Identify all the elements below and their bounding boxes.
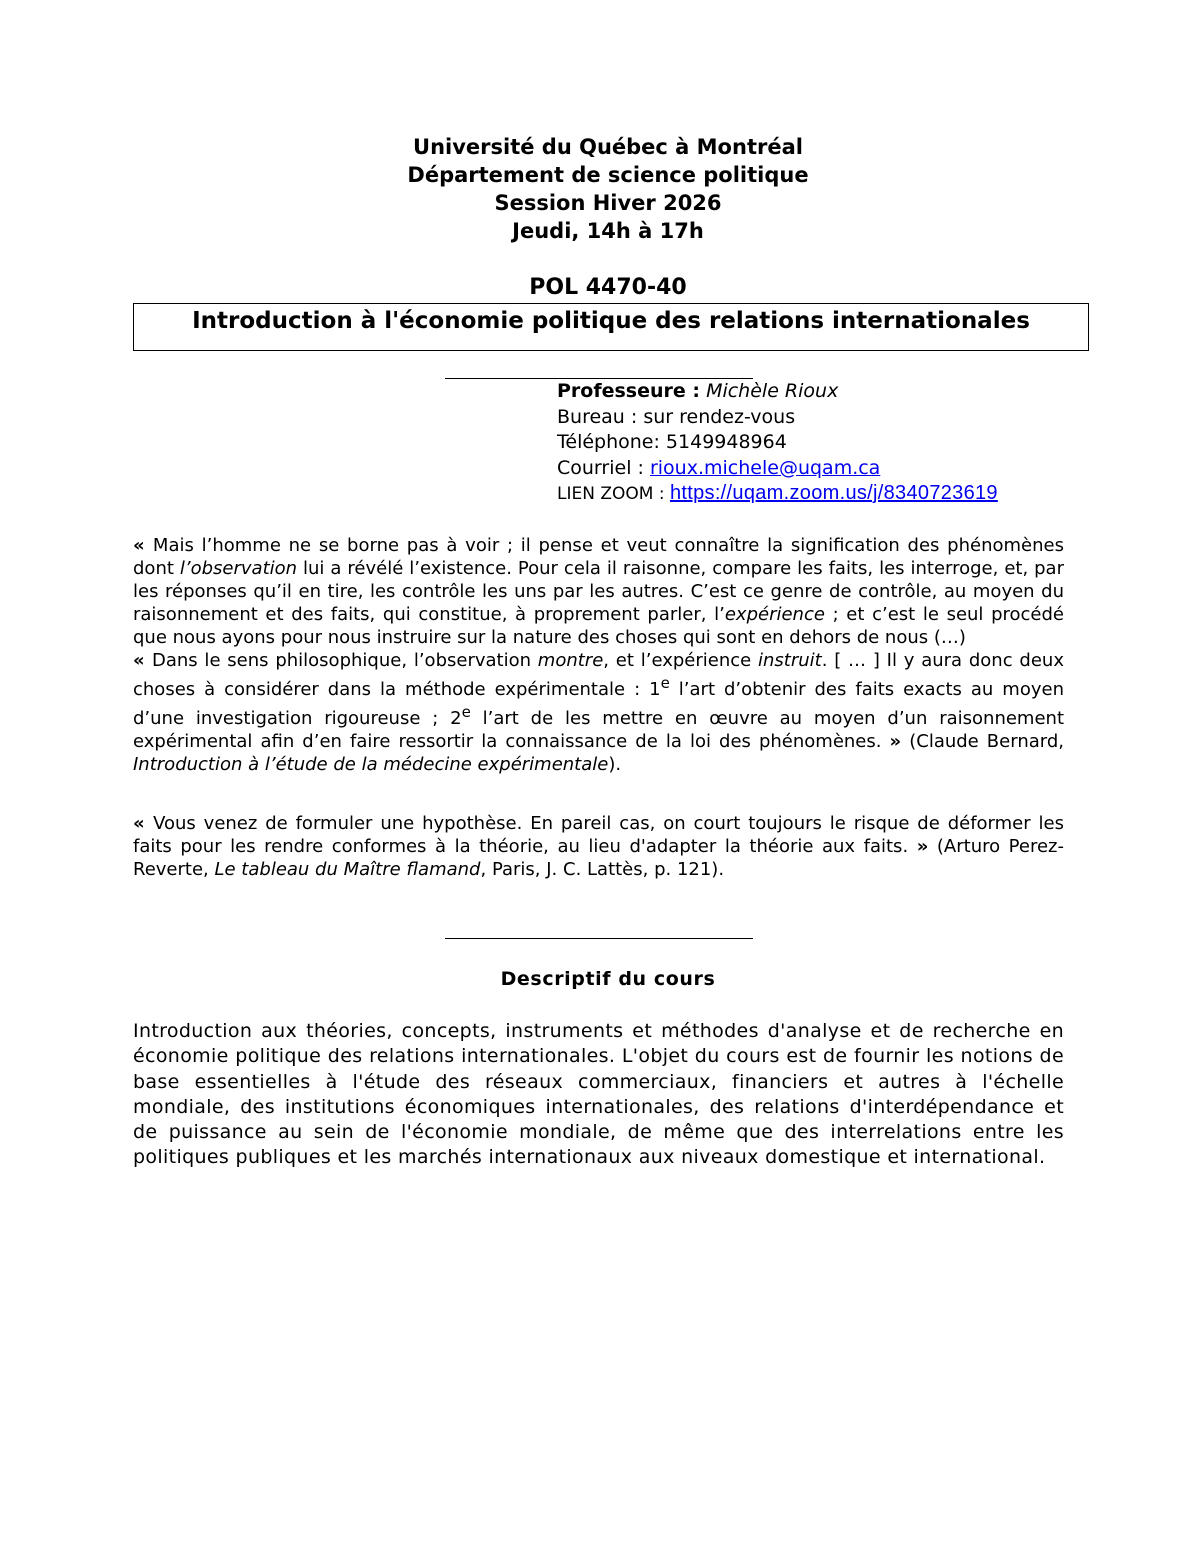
ordinal-superscript: e: [660, 674, 670, 692]
quote-book-title: Le tableau du Maître flamand: [214, 859, 481, 880]
quote-paragraph: [133, 534, 1064, 649]
quote-text: Vous venez de formuler une hypothèse. En pareil cas, on court toujours le risque de déformer les faits pour les rendre conformes à la théorie, au lieu d'adapter la théorie aux faits.: [133, 813, 1064, 857]
quote-open-mark: «: [133, 535, 153, 556]
quote-italic: montre: [537, 650, 604, 671]
email-label: Courriel :: [557, 456, 644, 479]
quote-citation: (Claude Bernard,: [901, 731, 1064, 752]
course-schedule: Jeudi, 14h à 17h: [512, 219, 704, 243]
session-name: Session Hiver 2026: [494, 191, 722, 215]
university-name: Université du Québec à Montréal: [413, 135, 803, 159]
quote-text: Dans le sens philosophique, l’observation: [151, 650, 538, 671]
course-title: Introduction à l'économie politique des relations internationales: [192, 308, 1030, 334]
email-link[interactable]: rioux.michele@uqam.ca: [649, 456, 881, 479]
quote-close-mark: »: [889, 731, 902, 752]
course-description: Introduction aux théories, concepts, instruments et méthodes d'analyse et de recherche en économie politique des relations internationales. L'objet du cours est de fournir les notions de base essentielles à l'étude des réseaux commerciaux, financiers et autres à l'échelle mondiale, des institutions économiques internationales, des relations d'interdépendance et de puissance au sein de l'économie mondiale, de même que des interrelations entre les politiques publiques et les marchés internationaux aux niveaux domestique et international.: [133, 1020, 1064, 1169]
course-title-box: [133, 303, 1089, 351]
professor-name: Michèle Rioux: [706, 380, 839, 402]
quote-text: l’art d’obtenir des faits exacts au moyen d’une investigation rigoureuse ; 2: [133, 679, 1064, 729]
quote-text: Mais l’homme ne se borne pas à voir ; il pense et veut connaître la signification des phénomènes dont: [133, 535, 1064, 579]
quote-perez-reverte: [133, 812, 1064, 881]
quote-text: . [ … ] Il y aura donc deux choses à considérer dans la méthode expérimentale : 1: [133, 650, 1064, 700]
professor-line: [557, 379, 1177, 405]
quote-citation: (Arturo Perez-Reverte,: [133, 836, 1064, 880]
quote-book-title: Introduction à l’étude de la médecine expérimentale: [133, 754, 609, 775]
quote-paragraph: [133, 649, 1064, 776]
zoom-line: [557, 481, 1177, 508]
professor-email-line: [557, 456, 1177, 482]
quote-text: , et l’expérience: [603, 650, 759, 671]
section-title-descriptif: Descriptif du cours: [500, 968, 716, 990]
document-header: [0, 133, 1200, 245]
quote-italic: expérience: [724, 604, 825, 625]
quote-claude-bernard: [133, 534, 1064, 776]
quote-open-mark: «: [133, 650, 152, 671]
zoom-label: LIEN ZOOM :: [557, 484, 665, 504]
quote-open-mark: «: [133, 813, 154, 834]
quote-citation: ).: [608, 754, 622, 775]
quote-text: l’art de les mettre en œuvre au moyen d’un raisonnement expérimental afin d’en faire ressortir la connaissance de la loi des phénomènes.: [133, 708, 1064, 752]
course-code: POL 4470-40: [529, 275, 687, 300]
professor-label: Professeure :: [557, 380, 701, 402]
quote-close-mark: »: [916, 836, 929, 857]
professor-info: [557, 379, 1177, 508]
zoom-link[interactable]: https://uqam.zoom.us/j/8340723619: [669, 482, 998, 504]
professor-office: Bureau : sur rendez-vous: [557, 405, 796, 428]
quote-text: lui a révélé l’existence. Pour cela il raisonne, compare les faits, les interroge, et, par les réponses qu’il en tire, les contrôle les uns par les autres. C’est ce genre de contrôle, au moyen du raisonnement et des faits, qui constitue, à proprement parler, l’: [133, 558, 1064, 625]
quote-italic: instruit: [758, 650, 822, 671]
department-name: Département de science politique: [407, 163, 809, 187]
quote-paragraph: [133, 812, 1064, 881]
divider-bottom: [445, 938, 753, 939]
quote-citation: , Paris, J. C. Lattès, p. 121).: [480, 859, 725, 880]
quote-italic: l’observation: [179, 558, 298, 579]
ordinal-superscript: e: [461, 703, 471, 721]
professor-phone: Téléphone: 5149948964: [557, 431, 787, 453]
quote-text: ; et c’est le seul procédé que nous ayons pour nous instruire sur la nature des choses qui sont en dehors de nous (…): [133, 604, 1064, 648]
